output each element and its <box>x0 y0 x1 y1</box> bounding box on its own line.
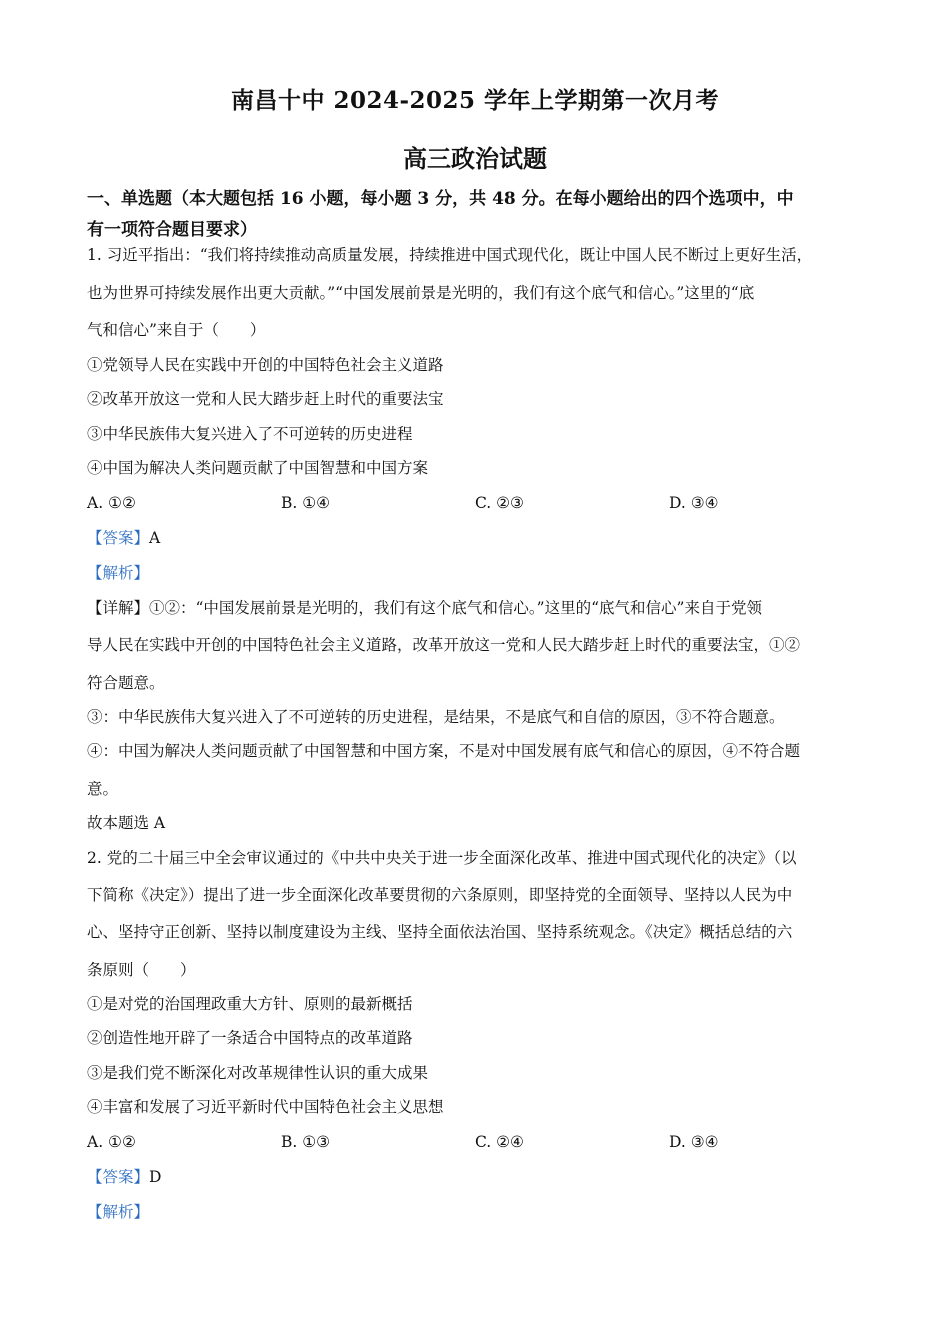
q1-statement: ①党领导人民在实践中开创的中国特色社会主义道路 <box>87 356 444 374</box>
q2-analysis-tag <box>87 1201 877 1223</box>
q1-answer <box>87 527 877 549</box>
q1-option-c: C. ②③ <box>475 494 524 512</box>
q2-stem-line: 2. 党的二十届三中全会审议通过的《中共中央关于进一步全面深化改革、推进中国式现代化的决定》（以 <box>87 849 797 867</box>
q2-stem-line: 下简称《决定》）提出了进一步全面深化改革要贯彻的六条原则，即坚持党的全面领导、坚持以人民为中 <box>87 886 793 904</box>
q2-statement: ②创造性地开辟了一条适合中国特点的改革道路 <box>87 1029 413 1047</box>
section-heading <box>87 184 867 246</box>
q1-stem-line: 1. 习近平指出：“我们将持续推动高质量发展，持续推进中国式现代化，既让中国人民不断过上更好生活， <box>87 246 813 264</box>
q1-statement: ②改革开放这一党和人民大踏步赶上时代的重要法宝 <box>87 390 444 408</box>
q1-option-a: A. ①② <box>87 494 136 512</box>
answer-value: D <box>149 1168 162 1186</box>
q1-explain-line: ④：中国为解决人类问题贡献了中国智慧和中国方案，不是对中国发展有底气和信心的原因，④不符合题 <box>87 742 801 760</box>
q1-explain-line: 意。 <box>87 780 119 798</box>
q1-explain-line: 导人民在实践中开创的中国特色社会主义道路，改革开放这一党和人民大踏步赶上时代的重要法宝，①② <box>87 636 801 654</box>
q2-option-d: D. ③④ <box>669 1133 719 1151</box>
q1-explain-line: 【详解】①②：“中国发展前景是光明的，我们有这个底气和信心。”这里的“底气和信心”来自于党领 <box>87 599 762 617</box>
q1-statement: ④中国为解决人类问题贡献了中国智慧和中国方案 <box>87 459 429 477</box>
q2-stem-line: 心、坚持守正创新、坚持以制度建设为主线、坚持全面依法治国、坚持系统观念。《决定》概括总结的六 <box>87 923 793 941</box>
q2-option-c: C. ②④ <box>475 1133 524 1151</box>
q1-stem-line: 也为世界可持续发展作出更大贡献。”“中国发展前景是光明的，我们有这个底气和信心。”这里的“底 <box>87 284 755 302</box>
q1-statement: ③中华民族伟大复兴进入了不可逆转的历史进程 <box>87 425 413 443</box>
q1-analysis-tag <box>87 562 877 584</box>
answer-tag: 【答案】 <box>87 1168 150 1186</box>
exam-title: 南昌十中 2024-2025 学年上学期第一次月考 <box>230 87 720 114</box>
section-heading-line: 一、单选题（本大题包括 16 小题，每小题 3 分，共 48 分。在每小题给出的四个选项中，中 <box>87 189 794 209</box>
q2-statement: ①是对党的治国理政重大方针、原则的最新概括 <box>87 995 413 1013</box>
exam-subtitle: 高三政治试题 <box>403 144 547 173</box>
section-heading-line: 有一项符合题目要求） <box>87 220 257 240</box>
q1-explain-line: 符合题意。 <box>87 674 165 692</box>
answer-value: A <box>149 529 161 547</box>
q1-option-d: D. ③④ <box>669 494 719 512</box>
q2-statement: ③是我们党不断深化对改革规律性认识的重大成果 <box>87 1064 429 1082</box>
q1-option-b: B. ①④ <box>281 494 331 512</box>
answer-tag: 【答案】 <box>87 529 150 547</box>
analysis-tag: 【解析】 <box>87 1203 150 1221</box>
q2-option-a: A. ①② <box>87 1133 136 1151</box>
q2-stem-line: 条原则（ ） <box>87 961 196 979</box>
q1-explain-line: ③：中华民族伟大复兴进入了不可逆转的历史进程，是结果，不是底气和自信的原因，③不符合题意。 <box>87 708 785 726</box>
q2-option-b: B. ①③ <box>281 1133 331 1151</box>
q1-stem-line: 气和信心”来自于（ ） <box>87 321 266 339</box>
analysis-tag: 【解析】 <box>87 564 150 582</box>
q2-answer <box>87 1166 877 1188</box>
q1-explain-line: 故本题选 A <box>87 814 166 832</box>
q2-statement: ④丰富和发展了习近平新时代中国特色社会主义思想 <box>87 1098 444 1116</box>
